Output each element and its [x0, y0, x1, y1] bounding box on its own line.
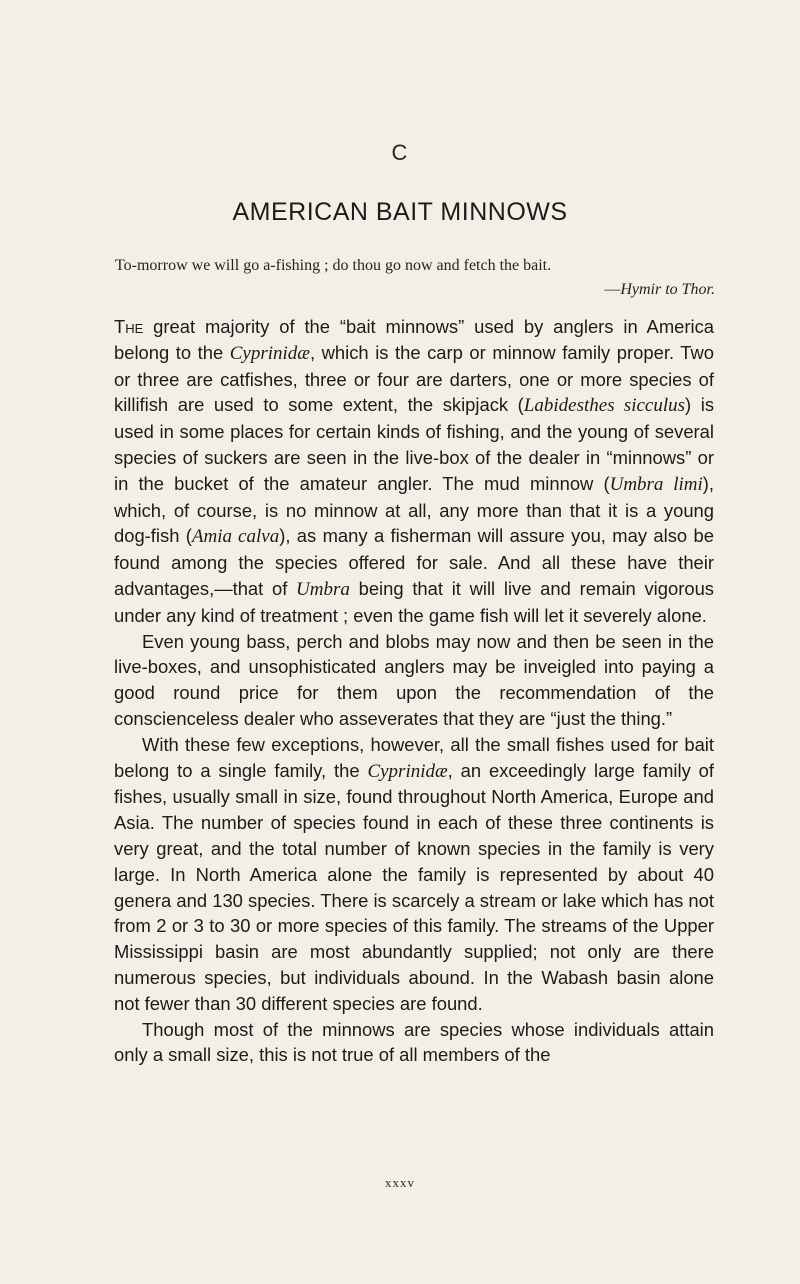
italic-term: Cyprinidæ — [229, 342, 310, 364]
epigraph — [115, 254, 715, 302]
paragraph-text: , which is the carp or minnow family proper. Two or three are catfishes, three or four are darters, one or more species of killifish are used to some extent, the skipjack ( — [114, 341, 714, 416]
epigraph-dash: — — [604, 281, 621, 298]
section-letter: C — [391, 140, 409, 165]
paragraph-4: Though most of the minnows are species whose individuals attain only a small size, this is not true of all members of the — [114, 1018, 714, 1066]
italic-term: Labidesthes sicculus — [523, 395, 686, 417]
paragraph-text: With these few exceptions, however, all the small fishes used for bait belong to a single family, the — [114, 733, 714, 781]
paragraph-2: Even young bass, perch and blobs may now and then be seen in the live-boxes, and unsophisticated anglers may be inveigled into paying a good round price for them upon the recommendation of the conscienceless dealer who asseverates that they are “just the thing.” — [114, 630, 714, 729]
paragraph-text: , an exceedingly large family of fishes, usually small in size, found throughout North America, Europe and Asia. The number of species found in each of these three continents is very great, and the total number of known species in the family is very large. In North America alone the family is represented by about 40 genera and 130 species. There is scarcely a stream or lake which has not from 2 or 3 to 30 or more species of this family. The streams of the Upper Mississippi basin are most abundantly supplied; not only are there numerous species, but individuals abound. In the Wabash basin alone not fewer than 30 different species are found. — [114, 759, 714, 1014]
paragraph-text: ), which, of course, is no minnow at all, any more than that it is a young dog-fish ( — [114, 472, 714, 547]
epigraph-attribution: Hymir to Thor. — [620, 281, 715, 298]
italic-term: Amia calva — [191, 526, 280, 548]
epigraph-quote: To-morrow we will go a-fishing ; do thou go now and fetch the bait. — [115, 257, 552, 274]
paragraph-text: ), as many a fisherman will assure you, may also be found among the species offered for sale. And all these have their advantages,—that of — [114, 525, 714, 599]
paragraph-text: ) is used in some places for certain kinds of fishing, and the young of several species of suckers are seen in the live-box of the dealer in “minnows” or in the bucket of the amateur angler. The mud minnow ( — [114, 394, 715, 494]
paragraph-3 — [114, 732, 714, 1017]
italic-term: Umbra — [296, 578, 350, 600]
chapter-title: AMERICAN BAIT MINNOWS — [232, 198, 568, 226]
epigraph-attribution-line — [115, 278, 715, 302]
italic-term: Cyprinidæ — [367, 760, 448, 782]
paragraph-lead-word: The — [114, 316, 144, 337]
paragraph-1 — [114, 314, 714, 629]
page-number: xxxv — [385, 1175, 415, 1190]
italic-term: Umbra limi — [609, 473, 703, 495]
paragraph-text: great majority of the “bait minnows” used by anglers in America belong to the — [114, 316, 714, 363]
paragraph-text: being that it will live and remain vigorous under any kind of treatment ; even the game fish will let it severely alone. — [114, 577, 715, 626]
body-text — [114, 314, 714, 1068]
